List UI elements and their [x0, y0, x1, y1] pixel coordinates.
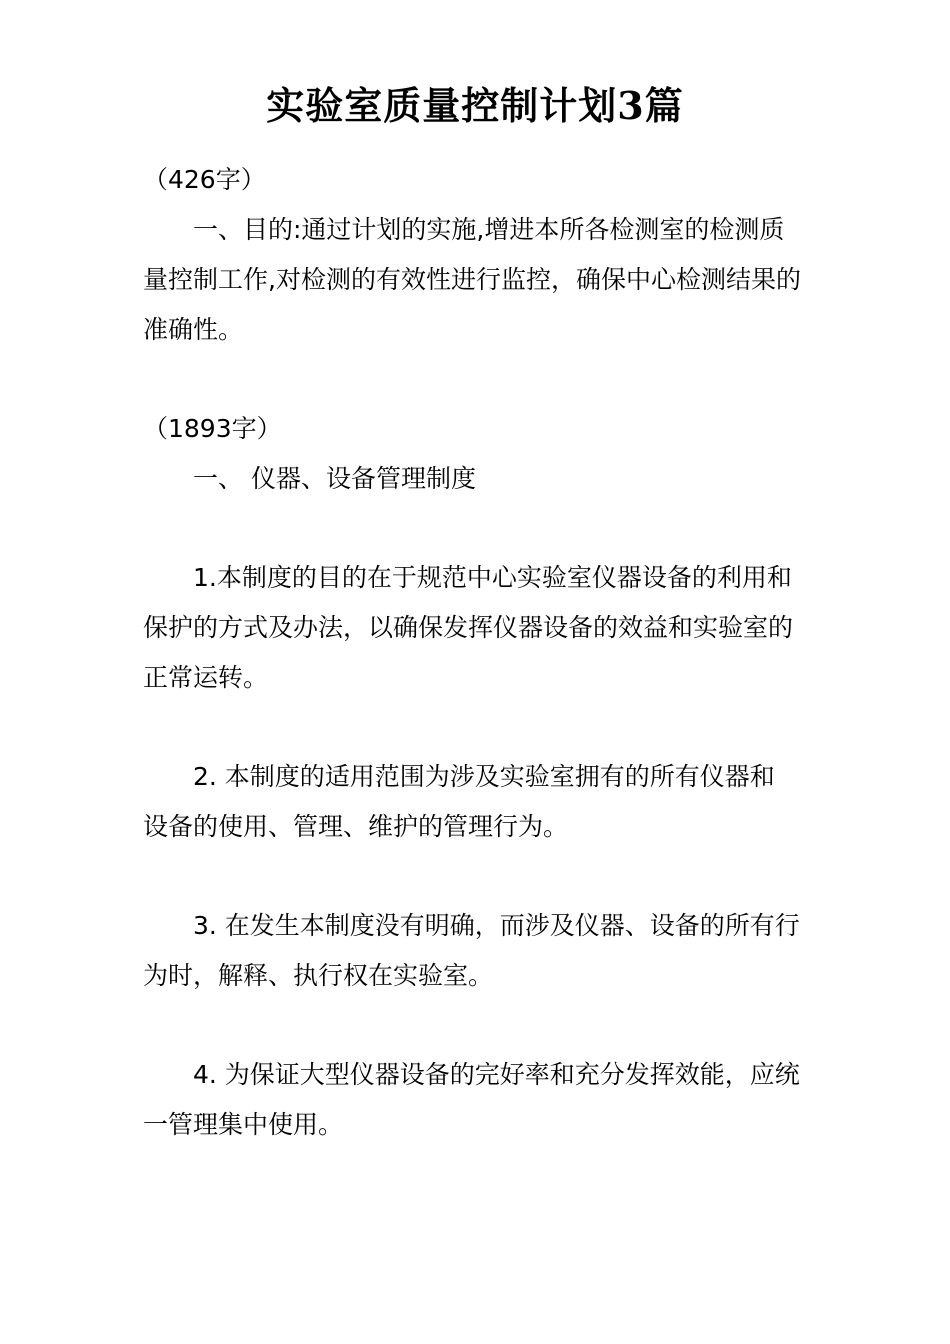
word-count-1: （426字）: [143, 165, 266, 194]
paragraph-line: 一管理集中使用。: [143, 1110, 344, 1139]
paragraph-line: 量控制工作,对检测的有效性进行监控，确保中心检测结果的: [143, 265, 801, 294]
paragraph-line: 一、目的:通过计划的实施,增进本所各检测室的检测质: [193, 215, 785, 244]
word-count-2: （1893字）: [143, 414, 282, 443]
paragraph-line: 保护的方式及办法，以确保发挥仪器设备的效益和实验室的: [143, 613, 794, 642]
paragraph-line: 为时，解释、执行权在实验室。: [143, 961, 494, 990]
document-title: 实验室质量控制计划3篇: [266, 83, 684, 128]
paragraph-line: 准确性。: [143, 315, 244, 344]
paragraph-line: 2. 本制度的适用范围为涉及实验室拥有的所有仪器和: [193, 762, 775, 791]
section-heading: 一、 仪器、设备管理制度: [193, 464, 476, 493]
paragraph-line: 正常运转。: [143, 663, 269, 692]
paragraph-line: 3. 在发生本制度没有明确，而涉及仪器、设备的所有行: [193, 911, 800, 940]
paragraph-line: 4. 为保证大型仪器设备的完好率和充分发挥效能，应统: [193, 1060, 800, 1089]
paragraph-line: 1.本制度的目的在于规范中心实验室仪器设备的利用和: [193, 563, 792, 592]
paragraph-line: 设备的使用、管理、维护的管理行为。: [143, 812, 569, 841]
